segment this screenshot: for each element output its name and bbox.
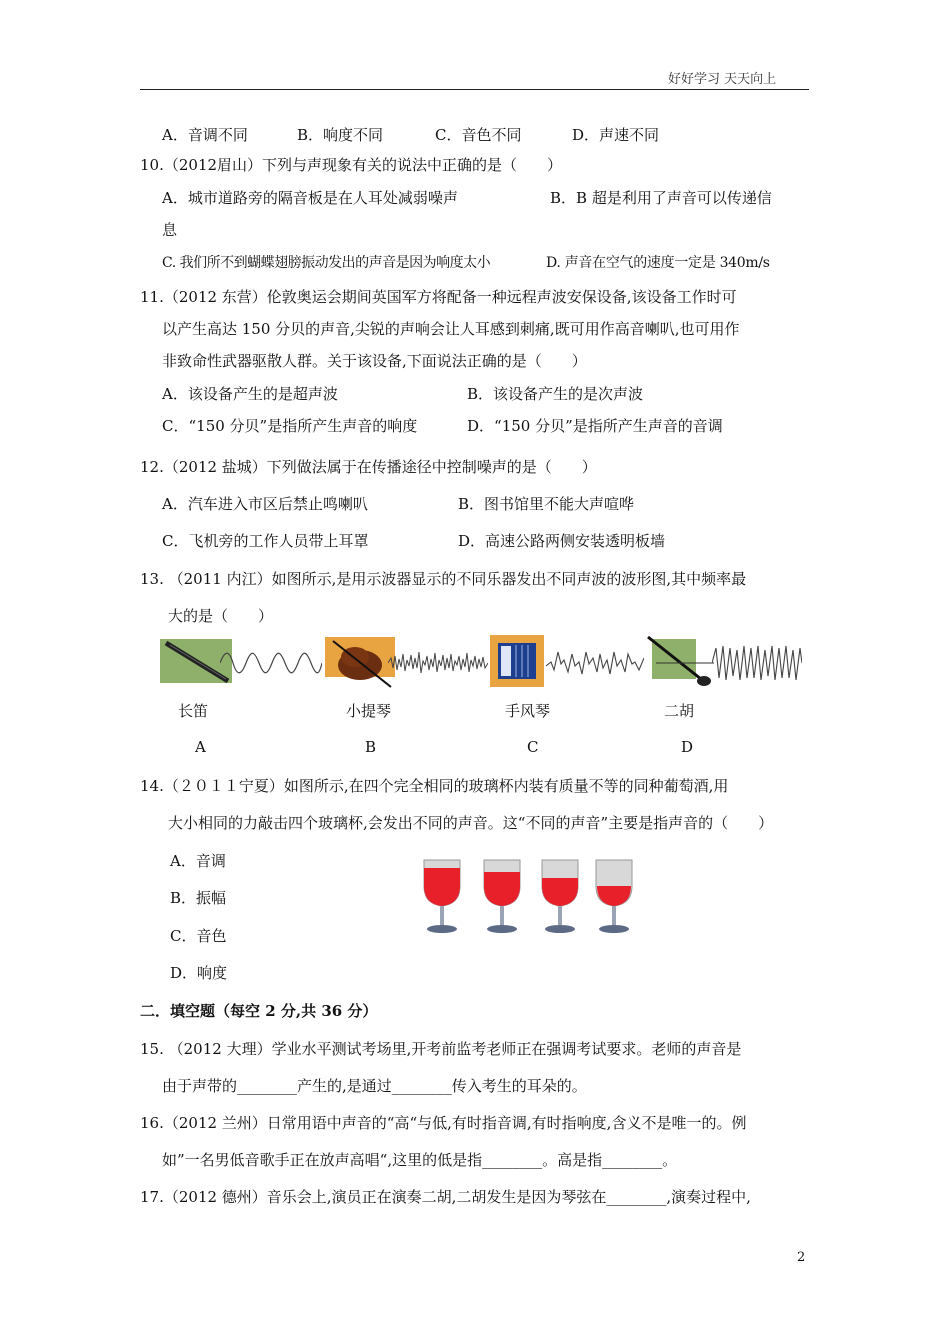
q11-line-3: 非致命性武器驱散人群。关于该设备,下面说法正确的是（ ） [162,352,587,370]
q12-stem: 12.（2012 盐城）下列做法属于在传播途径中控制噪声的是（ ） [140,458,597,476]
flute-waveform [220,640,322,686]
q11-line-2: 以产生高达 150 分贝的声音,尖锐的声响会让人耳感到刺痛,既可用作高音喇叭,也可用作 [162,320,740,338]
q16-line-2: 如”一名男低音歌手正在放声高唱“,这里的低是指________。高是指________。 [162,1151,678,1169]
q9-option-d: D．声速不同 [572,126,660,144]
page-number: 2 [797,1250,806,1265]
wine-glass-4 [592,858,636,936]
q12-option-b: B．图书馆里不能大声喧哗 [458,495,635,513]
option-letter-a: A [195,738,206,756]
instrument-label-erhu: 二胡 [664,702,695,720]
q11-option-d: D．“150 分贝”是指所产生声音的音调 [467,417,723,435]
q10-stem: 10.（2012眉山）下列与声现象有关的说法中正确的是（ ） [140,156,563,174]
option-letter-c: C [527,738,539,756]
q14-option-d: D．响度 [170,964,228,982]
q12-option-d: D．高速公路两侧安装透明板墙 [458,532,666,550]
instrument-label-accordion: 手风琴 [505,702,551,720]
erhu-waveform [712,640,802,686]
q15-line-1: 15. （2012 大理）学业水平测试考场里,开考前监考老师正在强调考试要求。老师的声音是 [140,1040,742,1058]
wine-glass-1 [420,858,464,936]
instrument-label-flute: 长笛 [178,702,209,720]
q9-option-b: B．响度不同 [297,126,384,144]
accordion-waveform [546,640,644,686]
q14-option-a: A．音调 [170,852,226,870]
q11-option-b: B．该设备产生的是次声波 [467,385,644,403]
violin-waveform [388,640,488,686]
q14-option-b: B．振幅 [170,889,227,907]
page-header: 好好学习 天天向上 [668,72,777,87]
q15-line-2: 由于声带的________产生的,是通过________传入考生的耳朵的。 [162,1077,587,1095]
q11-option-a: A．该设备产生的是超声波 [162,385,338,403]
option-letter-d: D [681,738,694,756]
instrument-label-violin: 小提琴 [346,702,392,720]
header-rule [140,89,809,90]
q9-option-a: A．音调不同 [162,126,248,144]
wine-glass-2 [480,858,524,936]
q12-option-c: C．飞机旁的工作人员带上耳罩 [162,532,369,550]
q10-option-c: C. 我们所不到蝴蝶翅膀振动发出的声音是因为响度太小 [162,255,491,271]
erhu-image [646,633,716,689]
q11-line-1: 11.（2012 东营）伦敦奥运会期间英国军方将配备一种远程声波安保设备,该设备工作时可 [140,288,737,306]
section-title: 二．填空题（每空 2 分,共 36 分） [140,1002,378,1020]
q13-line-2: 大的是（ ） [168,607,274,625]
q13-line-1: 13. （2011 内江）如图所示,是用示波器显示的不同乐器发出不同声波的波形图,其中频率最 [140,570,747,588]
q11-option-c: C．“150 分贝”是指所产生声音的响度 [162,417,418,435]
q12-option-a: A．汽车进入市区后禁止鸣喇叭 [162,495,368,513]
q10-option-d: D. 声音在空气的速度一定是 340m/s [546,255,770,271]
q10-option-b: B．B 超是利用了声音可以传递信 [550,189,772,207]
violin-image [325,633,395,689]
wine-glass-3 [538,858,582,936]
q14-line-2: 大小相同的力敲击四个玻璃杯,会发出不同的声音。这“不同的声音”主要是指声音的（ ） [168,814,774,832]
q17-line-1: 17.（2012 德州）音乐会上,演员正在演奏二胡,二胡发生是因为琴弦在________,演奏过程中, [140,1188,751,1206]
accordion-image [490,633,544,689]
option-letter-b: B [365,738,377,756]
q16-line-1: 16.（2012 兰州）日常用语中声音的“高“与低,有时指音调,有时指响度,含义不是唯一的。例 [140,1114,747,1132]
q10-option-b-cont: 息 [162,221,178,239]
q14-line-1: 14.（２０１１宁夏）如图所示,在四个完全相同的玻璃杯内装有质量不等的同种葡萄酒,用 [140,777,729,795]
q9-option-c: C．音色不同 [435,126,522,144]
q10-option-a: A．城市道路旁的隔音板是在人耳处减弱噪声 [162,189,458,207]
q14-option-c: C．音色 [170,927,227,945]
